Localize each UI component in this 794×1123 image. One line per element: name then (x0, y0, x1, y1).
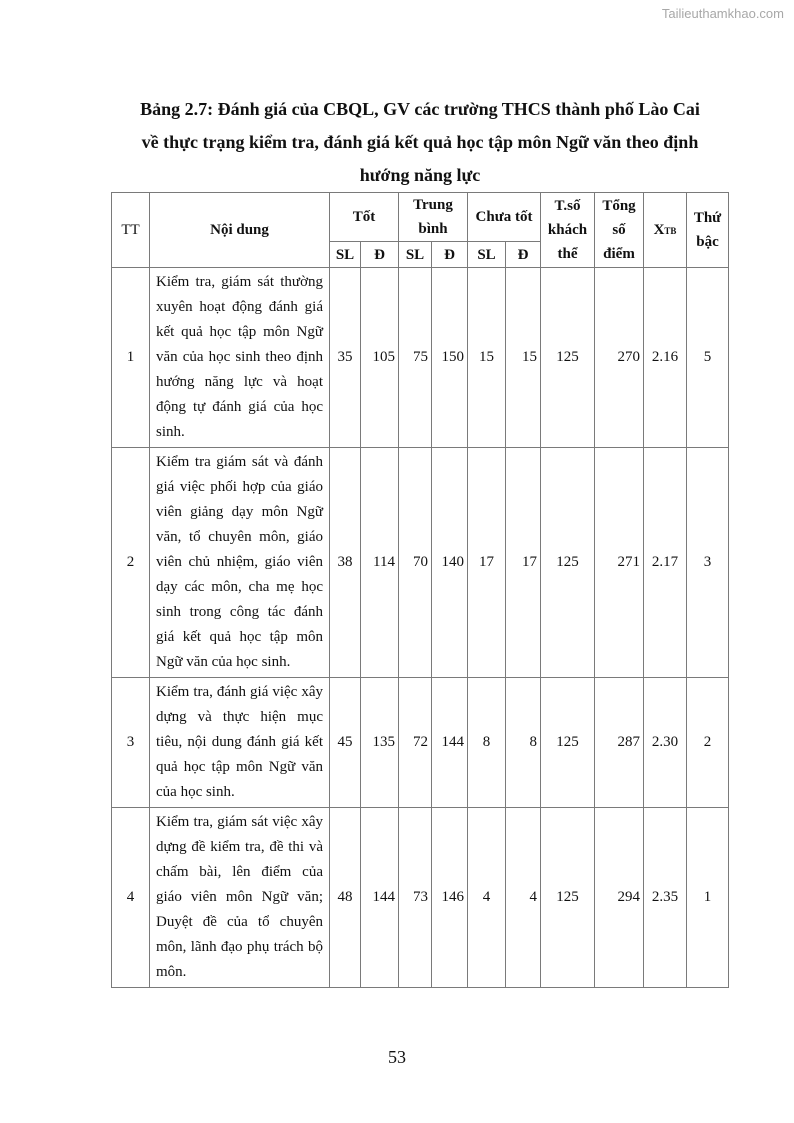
table-row (112, 448, 729, 678)
cell-respondents: 125 (541, 268, 595, 448)
cell-tt: 2 (112, 448, 150, 678)
cell-ng-sl: 4 (468, 808, 506, 988)
header-not-good: Chưa tốt (468, 193, 541, 242)
header-d: Đ (432, 242, 468, 268)
cell-good-sl: 38 (330, 448, 361, 678)
cell-avg-d: 144 (432, 678, 468, 808)
cell-tt: 1 (112, 268, 150, 448)
mean-symbol: X (653, 221, 665, 238)
table-row (112, 808, 729, 988)
cell-mean: 2.35 (644, 808, 687, 988)
cell-respondents: 125 (541, 808, 595, 988)
cell-rank: 1 (687, 808, 729, 988)
caption-line: Bảng 2.7: Đánh giá của CBQL, GV các trường THCS thành phố Lào Cai (140, 99, 700, 119)
cell-content: Kiểm tra, đánh giá việc xây dựng và thực hiện mục tiêu, nội dung đánh giá kết quả học tập môn Ngữ văn của học sinh. (150, 678, 330, 808)
cell-good-d: 105 (361, 268, 399, 448)
cell-rank: 3 (687, 448, 729, 678)
cell-tt: 4 (112, 808, 150, 988)
cell-rank: 2 (687, 678, 729, 808)
cell-tt: 3 (112, 678, 150, 808)
cell-rank: 5 (687, 268, 729, 448)
cell-mean: 2.17 (644, 448, 687, 678)
cell-total: 271 (595, 448, 644, 678)
cell-total: 270 (595, 268, 644, 448)
cell-mean: 2.16 (644, 268, 687, 448)
cell-good-sl: 45 (330, 678, 361, 808)
cell-total: 294 (595, 808, 644, 988)
caption-line: về thực trạng kiểm tra, đánh giá kết quả học tập môn Ngữ văn theo định (141, 132, 699, 152)
page-number: 53 (388, 1047, 406, 1067)
header-sl: SL (330, 242, 361, 268)
header-sl: SL (399, 242, 432, 268)
cell-avg-sl: 73 (399, 808, 432, 988)
cell-good-sl: 48 (330, 808, 361, 988)
header-d: Đ (361, 242, 399, 268)
cell-respondents: 125 (541, 678, 595, 808)
cell-ng-d: 8 (506, 678, 541, 808)
cell-avg-d: 146 (432, 808, 468, 988)
evaluation-table (111, 192, 729, 988)
cell-ng-sl: 17 (468, 448, 506, 678)
header-d: Đ (506, 242, 541, 268)
cell-ng-sl: 15 (468, 268, 506, 448)
table-row (112, 678, 729, 808)
cell-good-d: 135 (361, 678, 399, 808)
header-average: Trung bình (399, 193, 468, 242)
cell-content: Kiểm tra, giám sát việc xây dựng đề kiểm tra, đề thi và chấm bài, lên điểm của giáo viên môn Ngữ văn; Duyệt đề của tổ chuyên môn, lãnh đạo phụ trách bộ môn. (150, 808, 330, 988)
mean-subscript: TB (664, 225, 677, 236)
cell-ng-d: 4 (506, 808, 541, 988)
watermark: Tailieuthamkhao.com (661, 6, 784, 21)
cell-ng-d: 17 (506, 448, 541, 678)
cell-avg-d: 140 (432, 448, 468, 678)
header-rank: Thứ bậc (687, 193, 729, 268)
table-caption (100, 93, 740, 192)
cell-good-sl: 35 (330, 268, 361, 448)
cell-good-d: 144 (361, 808, 399, 988)
cell-respondents: 125 (541, 448, 595, 678)
caption-line: hướng năng lực (359, 165, 481, 185)
header-sl: SL (468, 242, 506, 268)
header-mean (644, 193, 687, 268)
cell-total: 287 (595, 678, 644, 808)
cell-ng-d: 15 (506, 268, 541, 448)
cell-avg-sl: 72 (399, 678, 432, 808)
cell-content: Kiểm tra giám sát và đánh giá việc phối hợp của giáo viên giảng dạy môn Ngữ văn, tổ chuyên môn, giáo viên chủ nhiệm, giáo viên dạy các môn, cha mẹ học sinh trong công tác đánh giá kết quả học tập môn Ngữ văn của học sinh. (150, 448, 330, 678)
header-tt: TT (112, 193, 150, 268)
cell-good-d: 114 (361, 448, 399, 678)
header-respondents: T.số khách thể (541, 193, 595, 268)
cell-ng-sl: 8 (468, 678, 506, 808)
header-total-score: Tổng số điểm (595, 193, 644, 268)
header-good: Tốt (330, 193, 399, 242)
cell-avg-sl: 75 (399, 268, 432, 448)
cell-avg-sl: 70 (399, 448, 432, 678)
cell-mean: 2.30 (644, 678, 687, 808)
table-row (112, 268, 729, 448)
cell-avg-d: 150 (432, 268, 468, 448)
cell-content: Kiểm tra, giám sát thường xuyên hoạt động đánh giá kết quả học tập môn Ngữ văn của học sinh theo định hướng năng lực và hoạt động tự đánh giá của học sinh. (150, 268, 330, 448)
header-content: Nội dung (150, 193, 330, 268)
